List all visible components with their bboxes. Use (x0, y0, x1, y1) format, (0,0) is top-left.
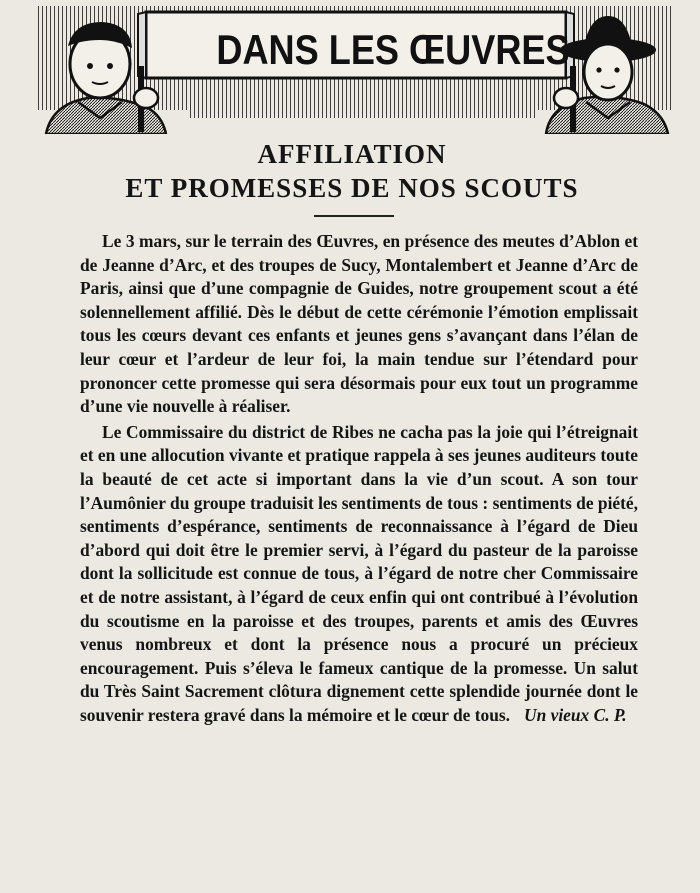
header-illustration (38, 6, 674, 134)
article-body (80, 230, 638, 727)
title-divider (314, 215, 394, 217)
paragraph-2-text: Le Commissaire du district de Ribes ne cacha pas la joie qui l’étreignait et en une allocution vivante et pratique rappela à ses jeunes auditeurs toute la beauté de cet acte si important dans la vie d’un scout. A son tour l’Aumônier du groupe traduisit les sentiments de tous : sentiments de piété, sentiments d’espérance, sentiments de reconnaissance à l’égard de Dieu d’abord qui doit être le premier servi, à l’égard du pasteur de la paroisse dont la sollicitude est connue de tous, à l’égard de notre cher Commissaire et de notre assistant, à l’égard de ceux enfin qui ont contribué à l’évolution du scoutisme en la paroisse et des troupes, parents et amis des Œuvres venus nombreux et dont la présence nous a procuré un précieux encouragement. Puis s’éleva le fameux cantique de la promesse. Un salut du Très Saint Sacrement clôtura dignement cette splendide journée dont le souvenir restera gravé dans la mémoire et le cœur de tous. (80, 421, 638, 725)
signature: Un vieux C. P. (524, 704, 627, 725)
article-title-line2: ET PROMESSES DE NOS SCOUTS (125, 173, 579, 203)
banner-title: DANS LES ŒUVRES (216, 26, 570, 73)
paragraph-2 (80, 421, 638, 728)
article-title-line1: AFFILIATION (257, 139, 447, 169)
paragraph-1: Le 3 mars, sur le terrain des Œuvres, en présence des meutes d’Ablon et de Jeanne d’Arc, et des troupes de Sucy, Montalembert et Jeanne d’Arc de Paris, ainsi que d’une compagnie de Guides, notre groupement scout a été solennellement affilié. Dès le début de cette cérémonie l’émotion emplissait tous les cœurs devant ces enfants et jeunes gens s’avançant dans l’élan de leur cœur et l’ardeur de leur foi, la main tendue sur l’étendard pour prononcer cette promesse qui sera désormais pour eux tout un programme d’une vie nouvelle à réaliser. (80, 231, 638, 417)
